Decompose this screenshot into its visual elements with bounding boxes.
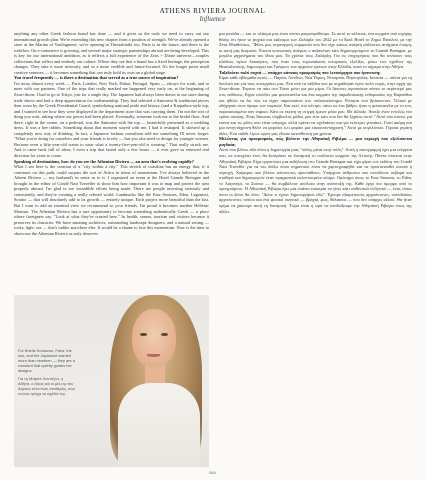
portrait-eye xyxy=(161,333,168,336)
interview-question: Μιλώντας για προορισμούς, πώς βλέπετε την Αθηναϊκή Ριβιέρα — μια περιοχή που εξελίσσεται ραγδαία; xyxy=(219,136,412,147)
magazine-title: ATHENS RIVIERA JOURNAL xyxy=(159,7,266,15)
photo-caption xyxy=(18,348,76,399)
english-article-column xyxy=(14,31,209,289)
portrait-eye xyxy=(140,333,147,336)
paragraph: Αυτό που βλέπω εδώ είναι η δημιουργία μιας "πόλης μέσα στην πόλη". Αυτή η ακτογραμμή έχει μια ενέργεια που, αν συνεχίσει έτσι, θα ξεπεράσει σε δυναμική το υπόλοιπο κομμάτι της Αττικής. Πάντα πίστευα στην Αθηναϊκή Ριβιέρα. Είχα οργανώσει μια εκδήλωση στο Grande Bretagne και είχα φέρει τον εκδότη του Condé Nast Traveller για να του δείξω πόσο σημαντικό είναι να χαρτογραφηθεί και να προστατευθεί σωστά η περιοχή. Χαίρομαι που βλέπω απίστευτες προσπάθειες. Υπάρχουν άνθρωποι που επενδύουν σοβαρά και σταθερά και δημιουργούν έναν πραγματικά εκλεπτυσμένο κόσμο. Ορόσημα όπως το Four Seasons, το Eden, το Λαγονήσι, το Σούνιο — θα συμβάλουν απόλυτα στην ανάπτυξή της. Κάθε έργο πιο όμορφο από το προηγούμενο. Η Αθηναϊκή Ριβιέρα έχει μια σπάνια ευκαιρία να γίνει κάτι αυθεντικά ελληνικό — ένας τόπος όπου οι ξένοι θα λένε: "Δείτε τι έχουν δημιουργήσει εδώ". Έχουμε εξαιρετικούς αρχιτέκτονες, σπουδαίους αρχιτέκτονες τοπίου και ένα φυσικό σκηνικό — βράχια, φως, θάλασσα — που δεν υπάρχει αλλού. Θα ήταν κρίμα να χάσουμε αυτή τη δυναμική. Τώρα είναι η ώρα να αναδείξουμε την Αθηναϊκή Ριβιέρα όπως της αξίζει. xyxy=(219,147,412,214)
interview-question: Speaking of destinations, how do you see the Athenian Riviera — an area that's evolving rapidly? xyxy=(14,158,194,164)
section-title: Influence xyxy=(199,15,226,23)
paragraph: anything any other Greek fashion brand has done — and it gives us the tools we need to carry out our international growth plan. We're extending this new chapter from a position of strength. We've already opened a store at the Marina of Vouliagmeni, we're opening in Thessaloniki too, Paris is in the future, and there is the webflow. On e-commerce is growing, and several major strategic partnerships abroad are being developed. This is key for our international ambition, as it reflects a full experience of the Zeus + Dione universe—couples collections that reflect and embody our culture. Where they see that a brand has a fixed heritage, the perception changes. They take it more seriously, and so a more credible and future-focused. It's the longer point small creative ventures — it becomes something that can truly hold its own on a global stage. xyxy=(14,31,209,75)
paragraph: Είμαι κάθε εβδομάδα εκτός — Παρίσι, Λονδίνο, Νέα Υόρκη, Ντουμπάι, Πορτογαλία, Ισπανία — πάντα για τη δουλειά και για τους συνεργάτες μας. Ένα από τα ταξίδια που με σημάδεψαν έγινε πολύ νωρίς, στην αρχή της Zeus+dione. Έπρεπε να πάω στο Τόκιο μόνο για μία μέρα. Οι Ιάπωνες αγαπούσαν πάντα το περίπτερό μας στις εκθέσεις. Είχαν επιλέξει μια φουστανέλα και ένα κομμάτι της παραδοσιακής ενδυμασίας της Καρπάθου και ήθελα να δω πώς τα είχαν παρουσιάσει στο πολυκατάστημα. Ρώτησα πού βρίσκονταν. Τελικά με οδήγησαν στον όροφο των νυφικών. Και εκεί, στο κέντρο, πάνω σε ένα βάθρο, ήταν η φουστανέλα με το τοπ, παρουσιασμένα σαν νυφικό. Κάτι σε εκείνη τη στιγμή έμεινε μέσα μου. Με άλλαξε. Άνοιξε έναν εντελώς νέο τρόπο σκέψης. Ένας Ιάπωνας σύμβουλος μόδας μου είπε κάτι που δεν θα ξεχάσω ποτέ: "Αυτό που κάνεις για εσένα και τις φίλες σου είναι υπέροχο, αλλά πρέπει να σχεδιάσεις και για νεότερες γυναίκες. Γιατί ακόμη και μια πενηντάχρονη θέλει να φορέσει ό,τι φοράει μια εικοσιπεντάχρονη." Αυτό με συγκλόνισε. Γύρισα γεμάτη ιδέες. Ένα ταξίδι λίγων ωρών μας έδωσε κατεύθυνση για χρόνια. xyxy=(219,75,412,136)
paragraph: What I see here is the creation of a "city within a city." This stretch of coastline has an energy that, if it continues on this path, could surpass the sort of Attica in terms of momentum. I've always believed in the Athens Riviera — my husband's in sense as to it. I organized an event at the Hotel Grande Bretagne and brought in the editor of Condé Nast Traveller to show him how important it was to map and protect the area properly abroad. I'm glad to see incredible efforts being made. There are people investing seriously and consistently, and they're creating a really refined world. Landmarks like the Four Seasons, Eden, Lagonissi, Sounio — that will absolutely add to its growth — entirely unique. Each project more beautiful than the last. But I want to add an essential view we recommend so your friends, I'm proud it becomes another Hellenic Marinas. The Athenian Riviera has a rare opportunity to become something authentically Greek — a place where foreigners say, "Look at what they've created here." In health, senses, tourism and visitors because it preserves its character. We have stunning architects, outstanding landscape designers, and a natural setting — rocks, light, sea — that's unlike anywhere else. It would be a shame to lose this momentum. Now is the time to showcase the Athenian Riviera as truly deserves. xyxy=(14,164,209,236)
portrait-face xyxy=(132,309,176,367)
page-header xyxy=(0,7,425,23)
page-number: 084 xyxy=(209,470,216,475)
portrait-mouth xyxy=(147,354,160,357)
portrait-photo xyxy=(14,295,209,467)
portrait-clothing xyxy=(118,383,200,467)
paragraph: I'm away almost every week — Paris, London, New York, Dubai, Portugal, Spain — always for work, and to meet with our partners. One of the trips that really marked me happened very early on, at the beginning of Zeus+dione. I had to go to Tokyo, just for a single day. The Japanese had always been drawn to our store during trade shows and had a deep appreciation for craftsmanship. They had selected a Santorini & traditional pieces then worn by the Greek Presidential Guard, symbolizing national pride and history (and a Karpathos-style top, and I wanted to see how they were displayed in the department store that was carrying them. I'm not the sort of thing you wait, asking where our pieces had been placed. Eventually, someone took me to the bridal floor. And there, right in the centre, on a pedestal, was the Santorini with the top — beautifully presented as a wedding dress. It was a bee ridden. Something about that moment stayed with me. I had it reshaped. It showed up a completely new way of thinking. In fact, a Japanese fashion consultant told me something I'll never forget: "What you're doing for ourselves and your friends is lovely — but you also need to design for younger women. Because even a fifty-year-old wants to wear what a twenty-five-year-old is wearing." That really struck me. And it came back full of ideas, I even a trip that lasted only a few hours — it ever gave us renewed real direction for years to come. xyxy=(14,80,209,159)
interview-question: Ταξιδεύετε πολύ συχνά — υπάρχει κάποιος προορισμός που λειτούργησε σαν έμπνευση; xyxy=(219,69,381,75)
interview-question: You travel frequently — is there a destination that served as a true source of inspiration? xyxy=(14,75,179,81)
greek-article-column xyxy=(219,31,412,449)
paragraph: μια μονάδα — και το πλάσμα μας είναι πάντα μακροπρόθεσμο. Σε αυτό το κέλευσε, ένα κομμάτι από ισχύρης θέσης ότι ήταν το ψυχικό και κάλεσμα των Ζαλάρξε του 2022 με το Καιλ Hotel το Ζηρώ Παπιλού, με την Zeus Μπαθούκος. "Φίλοι μας στρατηγική συμφωνία που δεν είχε κάπως ανάγκη κάλλιστοι αιτήματα έτοιμη, κι αυτή μας δεσμεύει. Έπειτα κοινωνικές ανάγκες ο αυξανόταν κάτι δημιουργούμενο το Grande Bretagne, με μεγάλα μηχανήματα του ίδιου μας. Τα χρόνια τους Ζαλάρξη. Για τις επιχειρήσεις που θα τονίσουν τους κλάδους αγίων διοικήσεις, που όταν τους ευρωπαϊκούς ιστορικούς εξελίξει, μέσω των σχεδίων της Θεσσαλονίκης, δημιουργεί και Γρέφεων των αρχαίων ερώτων στην Ελλάδα, κατά το σήμερα στην Αθήνα. xyxy=(219,31,412,70)
caption-english: For Brielle Kontozou, Paris, the sun, and the Japanese wanted more than nineteen — they are a constant that quietly guides her designs. xyxy=(18,348,75,373)
caption-greek: Για τη Μπριέλ Κοντόζου, η Αθήνα, ο ήλιος και οι μέλι τμ του Αιγαίου είναι ένας σταθερός, που ενώνει ήσυχα τα σχέδιά της. xyxy=(18,376,75,396)
